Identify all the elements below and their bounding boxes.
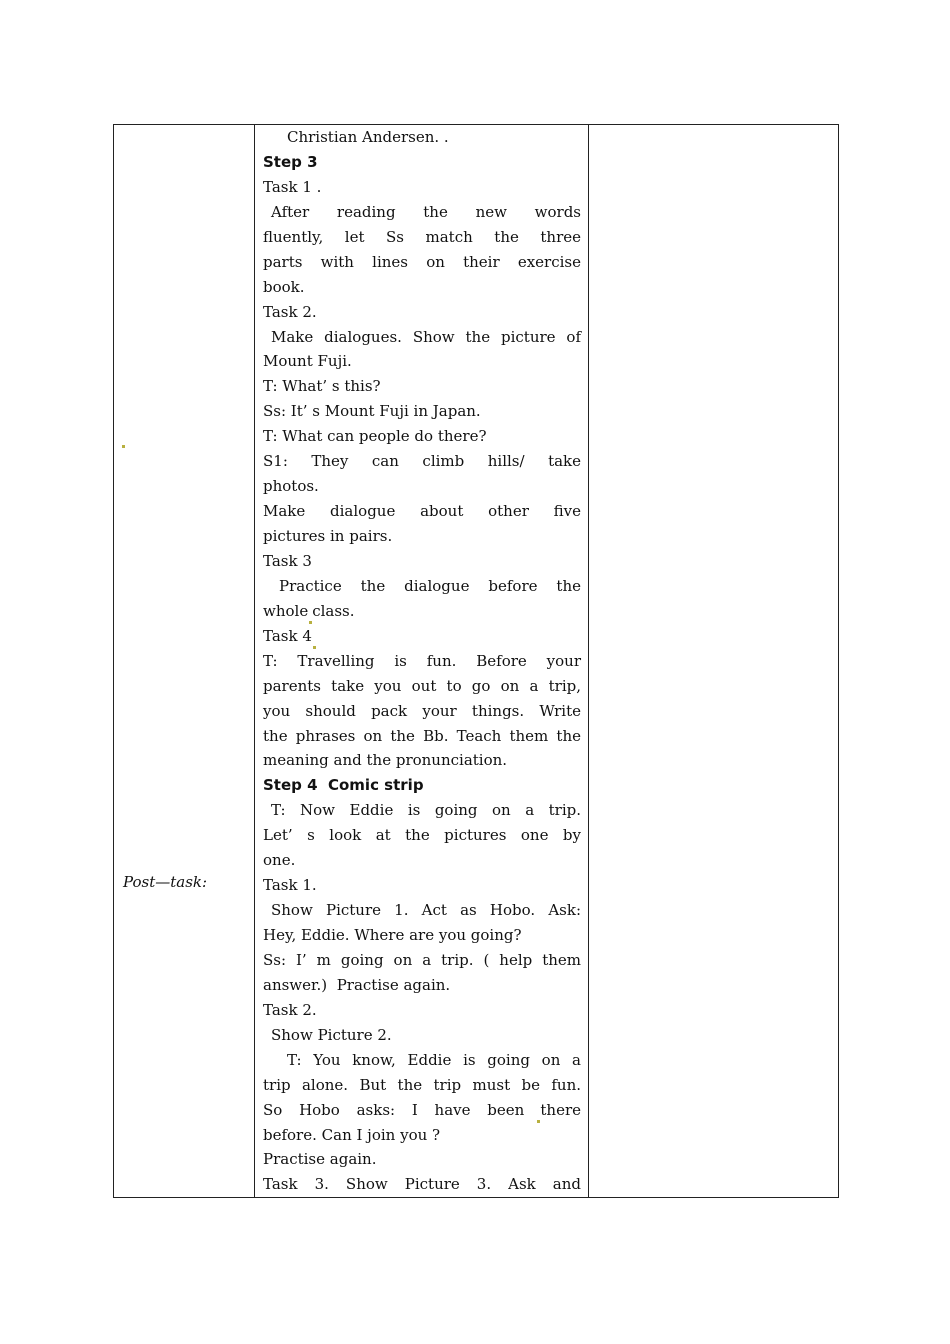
step-heading: Step 3 bbox=[263, 152, 318, 171]
text-line: meaning and the pronunciation. bbox=[263, 751, 508, 770]
text-line: you should pack your things. Write bbox=[263, 701, 581, 720]
text-line: Mount Fuji. bbox=[263, 352, 352, 371]
text-line: S1: They can climb hills/ take bbox=[263, 452, 581, 471]
text-line: Show Picture 2. bbox=[271, 1025, 392, 1044]
text-line: Make dialogue about other five bbox=[263, 502, 581, 521]
notes-column bbox=[589, 125, 839, 1198]
stage-column bbox=[114, 125, 255, 1198]
lesson-table bbox=[113, 124, 839, 1198]
text-line bbox=[263, 599, 581, 624]
text-line: Let’ s look at the pictures one by bbox=[263, 826, 581, 845]
text-line: Task 1. bbox=[263, 876, 317, 895]
text-fragment: Task 4 bbox=[263, 626, 312, 645]
text-line: T: Now Eddie is going on a trip. bbox=[271, 801, 581, 820]
margin-mark bbox=[537, 1120, 540, 1123]
text-line: Task 2. bbox=[263, 1000, 317, 1019]
procedure-column bbox=[255, 125, 589, 1198]
text-line: fluently, let Ss match the three bbox=[263, 227, 581, 246]
text-line: parents take you out to go on a trip, bbox=[263, 676, 581, 695]
text-line: Task 2. bbox=[263, 302, 317, 321]
text-line: pictures in pairs. bbox=[263, 527, 393, 545]
text-line: Practise again. bbox=[263, 1150, 377, 1169]
text-line: Show Picture 1. Act as Hobo. Ask: bbox=[271, 901, 581, 920]
text-line: T: Travelling is fun. Before your bbox=[263, 651, 581, 670]
text-line: Christian Andersen. . bbox=[287, 128, 449, 146]
text-line bbox=[263, 1098, 581, 1123]
text-line: before. Can I join you ? bbox=[263, 1125, 441, 1144]
text-line: parts with lines on their exercise bbox=[263, 252, 581, 271]
text-line: the phrases on the Bb. Teach them the bbox=[263, 726, 581, 745]
step-heading: Step 4 Comic strip bbox=[263, 776, 424, 795]
text-fragment: there bbox=[540, 1100, 581, 1119]
text-fragment: So Hobo asks: I have been bbox=[263, 1100, 525, 1119]
text-line: Make dialogues. Show the picture of bbox=[271, 327, 581, 346]
text-fragment: whole bbox=[263, 601, 309, 620]
table-row bbox=[114, 125, 839, 1198]
margin-mark bbox=[122, 445, 125, 448]
procedure-text bbox=[255, 125, 588, 1197]
text-fragment: class. bbox=[312, 601, 355, 620]
text-line: trip alone. But the trip must be fun. bbox=[263, 1075, 581, 1094]
text-line: Hey, Eddie. Where are you going? bbox=[263, 926, 522, 944]
text-line: Ss: It’ s Mount Fuji in Japan. bbox=[263, 402, 481, 421]
text-line: answer.) Practise again. bbox=[263, 975, 451, 994]
text-line: one. bbox=[263, 851, 296, 870]
text-line: photos. bbox=[263, 477, 319, 496]
text-line: Task 3 bbox=[263, 551, 312, 570]
text-fragment bbox=[536, 1098, 581, 1123]
text-line: Task 3. Show Picture 3. Ask and bbox=[263, 1175, 581, 1194]
text-line: T: You know, Eddie is going on a bbox=[287, 1050, 581, 1069]
post-task-label: Post—task: bbox=[123, 873, 208, 891]
text-line: Ss: I’ m going on a trip. ( help them bbox=[263, 950, 581, 969]
text-line: T: What’ s this? bbox=[263, 377, 381, 396]
text-line: T: What can people do there? bbox=[263, 427, 487, 446]
text-line: After reading the new words bbox=[271, 202, 581, 221]
text-line: Practice the dialogue before the bbox=[279, 576, 581, 595]
text-line: book. bbox=[263, 277, 305, 296]
text-line bbox=[263, 624, 581, 649]
text-line: Task 1 . bbox=[263, 177, 322, 196]
